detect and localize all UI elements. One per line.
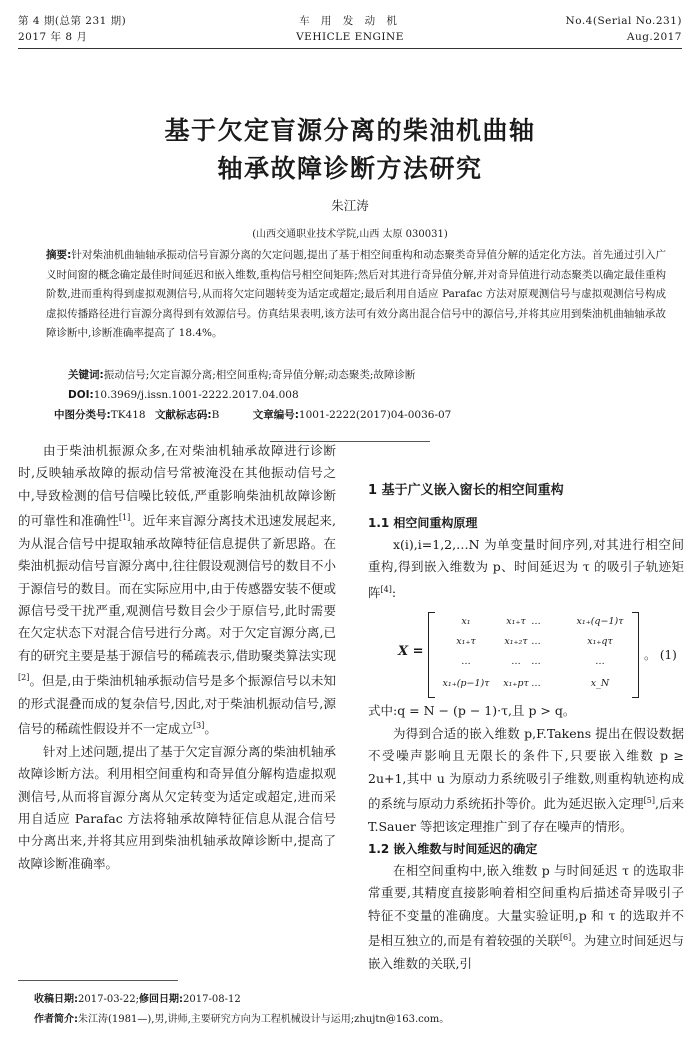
matrix-cell: … [511,656,521,668]
matrix-cell: x₁₊(q−1)τ [576,616,624,628]
matrix-label: X = [398,644,424,660]
article-no-label: 文章编号: [252,409,299,421]
header-issue-en: No.4(Serial No.231) [565,15,682,27]
abstract-label: 摘要: [46,249,72,261]
footnote-author: 作者简介:朱江涛(1981—),男,讲师,主要研究方向为工程机械设计与运用;zhujtn@163.com。 [34,1014,450,1025]
matrix-cell: x₁₊(p−1)τ [442,678,490,690]
section-1-1-text: x(i),i=1,2,…N 为单变量时间序列,对其进行相空间重构,得到嵌入维数为 p、时间延迟为 τ 的吸引子轨迹矩阵[4]: [368,537,684,600]
header-issue-cn: 第 4 期(总第 231 期) [18,15,127,27]
section-1-2-text: 在相空间重构中,嵌入维数 p 与时间延迟 τ 的选取非常重要,其精度直接影响着相空间重构后描述奇异吸引子特征不变量的准确度。大量实验证明,p 和 τ 的选取并不是相互独立的,而是有着较强的关联[6]。为建立时间延迟与嵌入维数的关联,引 [368,862,684,971]
matrix-cell: … [595,656,605,668]
affiliation: (山西交通职业技术学院,山西 太原 030031) [252,229,448,240]
keywords-text: 振动信号;欠定盲源分离;相空间重构;奇异值分解;动态聚类;故障诊断 [103,369,416,381]
matrix-cell: … [531,678,541,690]
section-1-2-heading: 1.2 嵌入维数与时间延迟的确定 [368,841,538,856]
intro-paragraph-1: 由于柴油机振源众多,在对柴油机轴承故障进行诊断时,反映轴承故障的振动信号常被淹没在其他振动信号之中,导致检测的信号信噪比较低,严重影响柴油机故障诊断的可靠性和准确性[1]。近年来盲源分离技术迅速发展起来,为从混合信号中提取轴承故障特征信息提供了新思路。在柴油机振动信号盲源分离中,往往假设观测信号的数目不小于源信号的数目。而在实际应用中,由于传感器安装不便或源信号受干扰严重,观测信号数目会少于原信号,此时需要在欠定状态下对混合信号进行分离。对于欠定盲源分离,已有的研究主要是基于源信号的稀疏表示,借助聚类算法实现[2]。但是,由于柴油机轴承振动信号是多个振源信号以未知的形式混叠而成的复杂信号,因此,对于柴油机振动信号,源信号的稀疏性假设并不一定成立[3]。 [18,443,336,737]
right-column [368,480,684,975]
section-1-1-heading: 1.1 相空间重构原理 [368,516,478,530]
equation-where: 式中:q = N − (p − 1)·τ,且 p > q。 [368,703,576,719]
header-journal-cn: 车 用 发 动 机 [299,15,401,27]
matrix-body [434,614,632,694]
footnote-dates: 收稿日期:2017-03-22;修回日期:2017-08-12 [34,994,241,1005]
keywords [68,366,415,385]
author-name: 朱江涛 [331,198,369,213]
footnote-rule [18,980,178,981]
matrix-cell: … [531,656,541,668]
doc-code-label: 文献标志码: [154,409,212,421]
left-column [18,440,336,875]
abstract-text: 针对柴油机曲轴轴承振动信号盲源分离的欠定问题,提出了基于相空间重构和动态聚类奇异值分解的适定化方法。首先通过引入广义时间窗的概念确定最佳时间延迟和嵌入维数,重构信号相空间矩阵;然后对其进行奇异值分解,并对奇异值进行动态聚类以确定最佳重构阶数,进而重构得到虚拟观测信号,从而将欠定问题转变为适定或超定;最后利用自适应 Parafac 方法对原观测信号与虚拟观测信号构成虚拟传播路径进行盲源分离得到有效源信号。仿真结果表明,该方法可有效分离出混合信号中的源信号,并将其应用到柴油机曲轴轴承故障诊断中,诊断准确率提高了 18.4%。 [46,249,666,339]
keywords-label: 关键词: [68,369,104,381]
equation-number: 。 (1) [644,648,677,663]
header-date-cn: 2017 年 8 月 [18,31,88,43]
equation-1 [368,608,684,700]
section-1-heading: 1 基于广义嵌入窗长的相空间重构 [368,483,564,498]
clc-value: TK418 [110,409,146,421]
matrix-cell: … [531,616,541,628]
paper-title-line1: 基于欠定盲源分离的柴油机曲轴 [164,116,536,145]
doi-label: DOI: [68,389,94,401]
matrix-right-bracket [632,612,639,698]
matrix-cell: x₁₊τ [506,616,526,628]
doi-text: 10.3969/j.issn.1001-2222.2017.04.008 [93,389,299,401]
header-journal-en: VEHICLE ENGINE [296,31,404,43]
article-no-value: 1001-2222(2017)04-0036-07 [298,409,452,421]
takens-paragraph: 为得到合适的嵌入维数 p,F.Takens 提出在假设数据不受噪声影响且无限长的条件下,只要嵌入维数 p ≥ 2u+1,其中 u 为原动力系统吸引子维数,则重构轨迹构成的系统与原动力系统拓扑等价。此为延迟嵌入定理[5],后来 T.Sauer 等把该定理推广到了存在噪声的情形。 [368,725,684,834]
doi [68,386,299,405]
matrix-cell: x₁₊₂τ [504,636,528,648]
intro-paragraph-2: 针对上述问题,提出了基于欠定盲源分离的柴油机轴承故障诊断方法。利用相空间重构和奇异值分解构造虚拟观测信号,从而将盲源分离从欠定转变为适定或超定,进而采用自适应 Parafac 方法将轴承故障特征信息从混合信号中分离出来,并将其应用到柴油机轴承故障诊断中,提高了故障诊断准确率。 [18,743,336,871]
doc-code-value: B [211,409,220,421]
header-date-en: Aug.2017 [626,31,682,43]
matrix-cell: x₁₊τ [456,636,476,648]
matrix-cell: … [461,656,471,668]
header-rule [18,48,682,49]
matrix-cell: … [531,636,541,648]
clc-label: 中图分类号: [54,409,111,421]
matrix-cell: x₁₊pτ [503,678,529,690]
matrix-cell: x_N [590,678,610,690]
paper-title-line2: 轴承故障诊断方法研究 [217,154,483,183]
matrix-cell: x₁₊qτ [587,636,613,648]
matrix-cell: x₁ [461,616,471,628]
abstract [46,246,666,344]
classification [54,406,451,425]
